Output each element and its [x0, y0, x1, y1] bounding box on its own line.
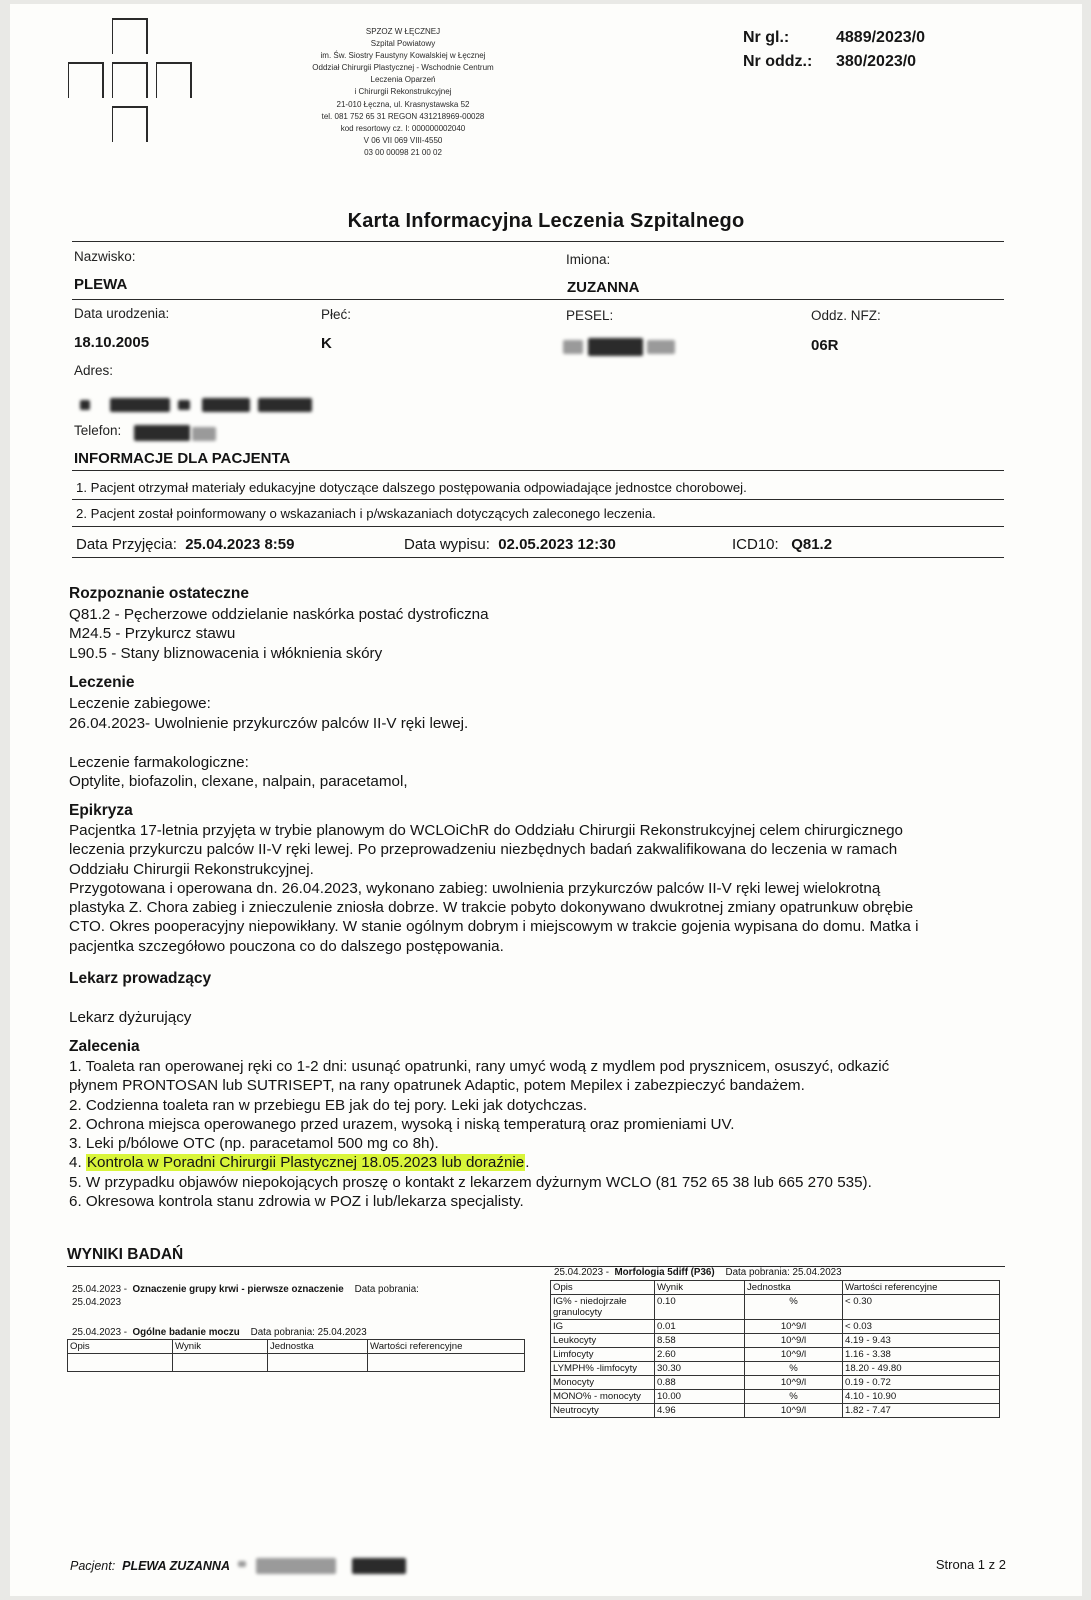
- treatment-pharm: Optylite, biofazolin, clexane, nalpain, paracetamol,: [69, 773, 408, 790]
- table-cell: 4.10 - 10.90: [843, 1390, 1000, 1404]
- table-row: [551, 1362, 1000, 1376]
- table-header-cell: Wartości referencyjne: [368, 1340, 525, 1354]
- address-redacted: [178, 400, 190, 410]
- address-redacted: [258, 398, 312, 412]
- blood-collect-label: Data pobrania:: [354, 1284, 419, 1295]
- zalecenia-list: [69, 1057, 1014, 1211]
- pesel-redacted: [647, 340, 675, 354]
- oddz-nfz-value: 06R: [811, 337, 839, 354]
- epikryza-line: plastyka Z. Chora zabieg i znieczulenie zniosła dobrze. W trakcie pobyto dokonywano dwukrotnej zmiany opatrunkuw obrębie: [69, 899, 914, 917]
- footer-patient-label: Pacjent:: [70, 1559, 116, 1573]
- morph-collect: Data pobrania: 25.04.2023: [725, 1267, 842, 1278]
- hospital-stamp-line: SPZOZ W ŁĘCZNEJ: [365, 27, 441, 36]
- table-cell: Limfocyty: [551, 1348, 655, 1362]
- blood-title: Oznaczenie grupy krwi - pierwsze oznaczenie: [132, 1284, 344, 1295]
- epikryza-line: CTO. Okres pooperacyjny niepowikłany. W stanie ogólnym dobrym i miejscowym w trakcie gojenia wypisana do domu. Matka i: [69, 918, 919, 936]
- nazwisko-label: Nazwisko:: [74, 249, 136, 264]
- divider: [67, 1266, 1005, 1267]
- table-cell: 10^9/l: [745, 1404, 843, 1418]
- diagnosis-line: L90.5 - Stany bliznowacenia i włóknienia skóry: [69, 645, 383, 662]
- table-cell: 0.01: [655, 1320, 745, 1334]
- zalecenie-period: .: [525, 1154, 530, 1172]
- table-cell: 2.60: [655, 1348, 745, 1362]
- telefon-redacted: [134, 425, 190, 441]
- table-cell: %: [745, 1295, 843, 1320]
- table-row: [551, 1295, 1000, 1320]
- icd-label: ICD10:: [732, 536, 779, 553]
- table-row: [551, 1334, 1000, 1348]
- nazwisko-value: PLEWA: [74, 276, 128, 293]
- divider: [72, 299, 1004, 300]
- data-ur-value: 18.10.2005: [74, 334, 150, 351]
- footer-patient-name: PLEWA ZUZANNA: [122, 1559, 230, 1573]
- nr-values: [836, 26, 925, 74]
- zalecenie-item-control: [69, 1153, 1014, 1172]
- info-item-2: 2. Pacjent został poinformowany o wskazaniach i p/wskazaniach dotyczących zaleconego leczenia.: [76, 506, 656, 521]
- page-number: Strona 1 z 2: [935, 1557, 1006, 1572]
- table-cell: 4.19 - 9.43: [843, 1334, 1000, 1348]
- divider: [72, 557, 1004, 558]
- epikryza-line: leczenia przykurczu palców II-V ręki lewej. Po przeprowadzeniu niezbędnych badań zakwalifikowana do leczenia w ramach: [69, 841, 898, 859]
- plec-label: Płeć:: [321, 307, 352, 322]
- zalecenie-item: płynem PRONTOSAN lub SUTRISEPT, na rany opatrunek Adaptic, potem Mepilex i zabezpieczyć bandażem.: [69, 1077, 805, 1095]
- urine-collect: Data pobrania: 25.04.2023: [250, 1327, 367, 1338]
- table-cell: 10^9/l: [745, 1376, 843, 1390]
- epikryza-heading: Epikryza: [69, 802, 133, 819]
- diagnosis-heading: Rozpoznanie ostateczne: [69, 585, 249, 602]
- table-cell: Monocyty: [551, 1376, 655, 1390]
- urine-table: [67, 1339, 525, 1372]
- pesel-redacted: [563, 340, 583, 354]
- table-row: [68, 1354, 525, 1372]
- document-title: Karta Informacyjna Leczenia Szpitalnego: [347, 210, 745, 232]
- adres-label: Adres:: [74, 363, 114, 378]
- treatment-proc: 26.04.2023- Uwolnienie przykurczów palców II-V ręki lewej.: [69, 715, 469, 732]
- results-heading: WYNIKI BADAŃ: [67, 1246, 184, 1263]
- pesel-label: PESEL:: [566, 308, 614, 323]
- table-header-cell: Wynik: [173, 1340, 268, 1354]
- blood-group-header: [72, 1284, 419, 1295]
- diagnosis-line: Q81.2 - Pęcherzowe oddzielanie naskórka postać dystroficzna: [69, 606, 489, 623]
- diagnosis-line: M24.5 - Przykurcz stawu: [69, 625, 236, 642]
- table-header-cell: Opis: [551, 1281, 655, 1295]
- nr-gl-label: Nr gl.:: [743, 29, 790, 46]
- hospital-stamp: [268, 26, 538, 159]
- table-cell: [68, 1354, 173, 1372]
- footer-redacted: [256, 1558, 336, 1574]
- hospital-logo-icon: [68, 18, 198, 148]
- table-cell: 0.88: [655, 1376, 745, 1390]
- morphology-table: [550, 1280, 1000, 1418]
- hospital-stamp-line: V 06 VII 069 VIII-4550: [363, 135, 443, 145]
- footer-redacted: [352, 1558, 406, 1574]
- nr-oddz-value: 380/2023/0: [836, 53, 917, 70]
- document-page: [10, 4, 1082, 1596]
- divider: [72, 499, 1004, 500]
- hospital-stamp-line: Leczenia Oparzeń: [370, 75, 436, 85]
- icd10: [732, 536, 832, 553]
- table-cell: 0.10: [655, 1295, 745, 1320]
- epikryza-line: pacjentka szczegółowo pouczona co do dalszego postępowania.: [69, 937, 504, 955]
- morph-date: 25.04.2023 -: [554, 1267, 610, 1278]
- doctor-name: Lekarz dyżurujący: [69, 1009, 192, 1026]
- table-cell: [368, 1354, 525, 1372]
- telefon-redacted: [192, 427, 216, 441]
- zalecenie-number: 4.: [69, 1154, 86, 1172]
- table-cell: 8.58: [655, 1334, 745, 1348]
- pesel-redacted: [588, 338, 643, 356]
- epikryza-line: Przygotowana i operowana dn. 26.04.2023, wykonano zabieg: uwolnienia przykurczów palców II-V ręki lewej wielokrotną: [69, 879, 881, 897]
- table-row: [551, 1348, 1000, 1362]
- doctor-heading: Lekarz prowadzący: [69, 970, 212, 987]
- epikryza-line: Oddziału Chirurgii Rekonstrukcyjnej.: [69, 860, 314, 878]
- info-item-1: 1. Pacjent otrzymał materiały edukacyjne dotyczące dalszego postępowania odpowiadające jednostce chorobowej.: [76, 480, 747, 495]
- zalecenie-item: 2. Ochrona miejsca operowanego przed urazem, wysoką i niską temperaturą oraz promieniami UV.: [69, 1115, 735, 1133]
- admit-value: 25.04.2023 8:59: [185, 536, 295, 553]
- address-redacted: [202, 398, 250, 412]
- table-header-cell: Wartości referencyjne: [843, 1281, 1000, 1295]
- table-header-cell: Jednostka: [268, 1340, 368, 1354]
- hospital-stamp-line: im. Św. Siostry Faustyny Kowalskiej w Łęcznej: [320, 51, 486, 61]
- footer-patient: [70, 1559, 230, 1573]
- urine-header: [72, 1327, 367, 1338]
- table-cell: 4.96: [655, 1404, 745, 1418]
- morph-title: Morfologia 5diff (P36): [614, 1267, 715, 1278]
- table-header-row: [68, 1340, 525, 1354]
- table-cell: [173, 1354, 268, 1372]
- treatment-proc-label: Leczenie zabiegowe:: [69, 695, 211, 712]
- hospital-stamp-line: kod resortowy cz. I: 000000002040: [340, 123, 466, 133]
- hospital-stamp-line: 21-010 Łęczna, ul. Krasnystawska 52: [336, 99, 470, 109]
- table-cell: IG% - niedojrzałe granulocyty: [551, 1295, 655, 1320]
- table-cell: 1.82 - 7.47: [843, 1404, 1000, 1418]
- morph-header: [554, 1267, 842, 1278]
- table-cell: < 0.03: [843, 1320, 1000, 1334]
- table-cell: Neutrocyty: [551, 1404, 655, 1418]
- table-row: [551, 1404, 1000, 1418]
- table-cell: [268, 1354, 368, 1372]
- table-cell: 10^9/l: [745, 1334, 843, 1348]
- discharge-value: 02.05.2023 12:30: [498, 536, 616, 553]
- zalecenie-item: 1. Toaleta ran operowanej ręki co 1-2 dni: usunąć opatrunki, rany umyć wodą z mydlem pod prysznicem, osuszyć, odkazić: [69, 1058, 890, 1075]
- table-row: [551, 1320, 1000, 1334]
- highlighted-control-visit: Kontrola w Poradni Chirurgii Plastycznej 18.05.2023 lub doraźnie: [86, 1154, 525, 1172]
- table-cell: 10^9/l: [745, 1348, 843, 1362]
- table-cell: %: [745, 1362, 843, 1376]
- table-cell: 30.30: [655, 1362, 745, 1376]
- oddz-nfz-label: Oddz. NFZ:: [811, 308, 881, 323]
- zalecenie-item: 2. Codzienna toaleta ran w przebiegu EB jak do tej pory. Leki jak dotychczas.: [69, 1096, 588, 1114]
- table-cell: 10^9/l: [745, 1320, 843, 1334]
- urine-date: 25.04.2023 -: [72, 1327, 128, 1338]
- table-header-cell: Wynik: [655, 1281, 745, 1295]
- table-cell: IG: [551, 1320, 655, 1334]
- imiona-value: ZUZANNA: [567, 279, 640, 296]
- zalecenie-item: 5. W przypadku objawów niepokojących proszę o kontakt z lekarzem dyżurnym WCLO (81 752 65 38 lub 665 270 535).: [69, 1173, 872, 1191]
- table-header-row: [551, 1281, 1000, 1295]
- urine-title: Ogólne badanie moczu: [132, 1327, 240, 1338]
- table-row: [551, 1376, 1000, 1390]
- blood-date-2: 25.04.2023: [72, 1297, 122, 1308]
- icd-value: Q81.2: [791, 536, 833, 553]
- treatment-pharm-label: Leczenie farmakologiczne:: [69, 754, 249, 771]
- admit-label: Data Przyjęcia:: [76, 536, 177, 553]
- address-redacted: [110, 398, 170, 412]
- divider: [72, 526, 1004, 527]
- table-cell: LYMPH% -limfocyty: [551, 1362, 655, 1376]
- telefon-label: Telefon:: [74, 423, 122, 438]
- imiona-label: Imiona:: [566, 252, 611, 267]
- zalecenie-item: 6. Okresowa kontrola stanu zdrowia w POZ i lub/lekarza specjalisty.: [69, 1193, 524, 1211]
- hospital-stamp-line: i Chirurgii Rekonstrukcyjnej: [354, 87, 452, 97]
- hospital-stamp-line: Oddział Chirurgii Plastycznej - Wschodnie Centrum: [312, 63, 494, 73]
- divider: [72, 241, 1004, 242]
- plec-value: K: [321, 335, 332, 352]
- table-cell: MONO% - monocyty: [551, 1390, 655, 1404]
- data-ur-label: Data urodzenia:: [74, 306, 170, 321]
- table-cell: 0.19 - 0.72: [843, 1376, 1000, 1390]
- treatment-heading: Leczenie: [69, 674, 135, 691]
- epikryza-line: Pacjentka 17-letnia przyjęta w trybie planowym do WCLOiChR do Oddziału Chirurgii Rekonstrukcyjnej celem chirurgicznego: [69, 822, 903, 839]
- table-row: [551, 1390, 1000, 1404]
- table-header-cell: Opis: [68, 1340, 173, 1354]
- blood-date: 25.04.2023 -: [72, 1284, 128, 1295]
- nr-labels: [743, 26, 812, 74]
- table-cell: 1.16 - 3.38: [843, 1348, 1000, 1362]
- address-redacted: [80, 400, 90, 410]
- divider: [72, 470, 1004, 471]
- zalecenia-heading: Zalecenia: [69, 1038, 140, 1055]
- table-cell: %: [745, 1390, 843, 1404]
- hospital-stamp-line: tel. 081 752 65 31 REGON 431218969-00028: [321, 111, 485, 121]
- hospital-stamp-line: 03 00 00098 21 00 02: [364, 147, 442, 157]
- footer-redacted: [238, 1561, 246, 1567]
- admit-date: [76, 536, 294, 553]
- nr-gl-value: 4889/2023/0: [836, 29, 925, 46]
- table-cell: Leukocyty: [551, 1334, 655, 1348]
- discharge-date: [404, 536, 616, 553]
- info-heading: INFORMACJE DLA PACJENTA: [74, 450, 291, 467]
- discharge-label: Data wypisu:: [404, 536, 490, 553]
- table-cell: 10.00: [655, 1390, 745, 1404]
- hospital-stamp-line: Szpital Powiatowy: [370, 39, 436, 49]
- table-header-cell: Jednostka: [745, 1281, 843, 1295]
- table-cell: < 0.30: [843, 1295, 1000, 1320]
- zalecenie-item: 3. Leki p/bólowe OTC (np. paracetamol 500 mg co 8h).: [69, 1135, 439, 1153]
- table-cell: 18.20 - 49.80: [843, 1362, 1000, 1376]
- epikryza-text: [69, 821, 1014, 956]
- nr-oddz-label: Nr oddz.:: [743, 53, 813, 70]
